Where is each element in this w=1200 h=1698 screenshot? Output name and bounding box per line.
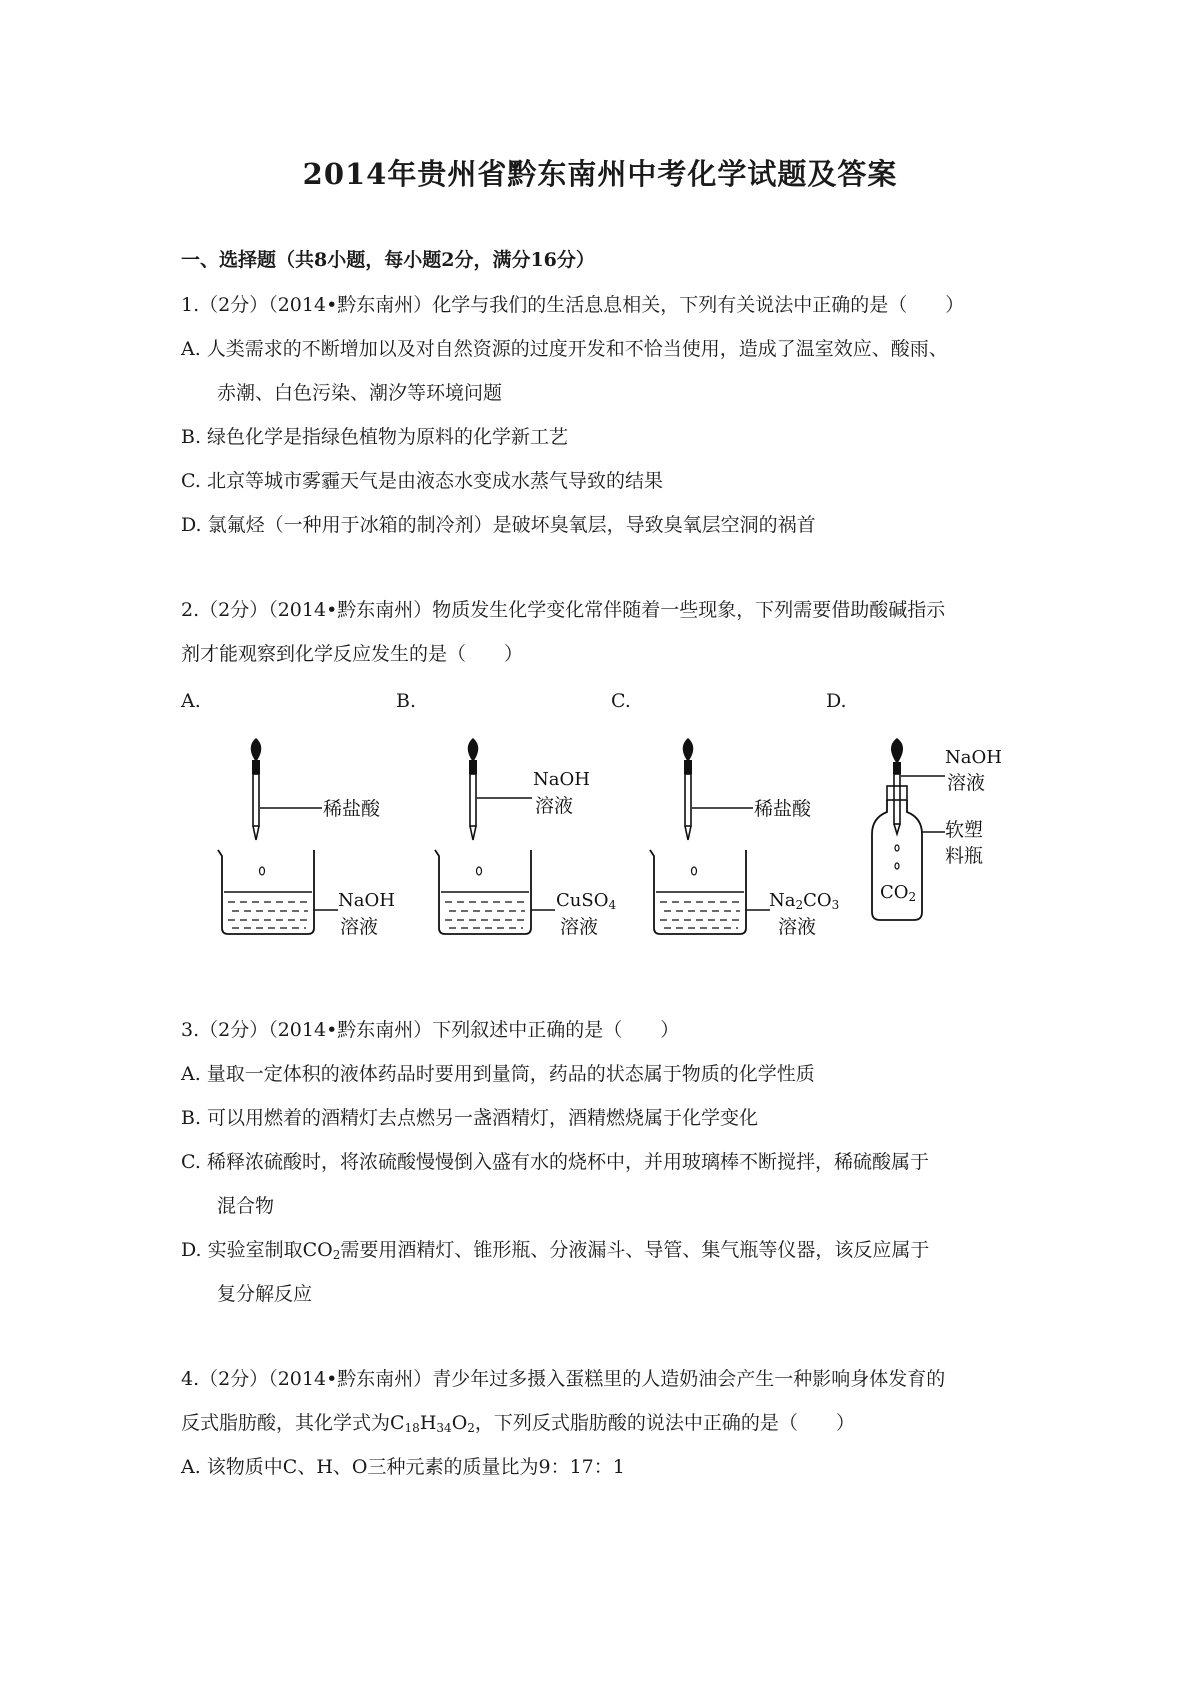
q1-option-d: D. 氯氟烃（一种用于冰箱的制冷剂）是破坏臭氧层，导致臭氧层空洞的祸首 [181,514,816,536]
b-beaker-label-1: CuSO4 [556,890,617,912]
d-bottle-label-1: 软塑 [945,819,984,841]
c-beaker-label-2: 溶液 [778,916,817,938]
q3-stem: 3.（2分）（2014•黔东南州）下列叙述中正确的是（ ） [181,1019,680,1041]
c-dropper-label: 稀盐酸 [754,798,812,820]
q4-stem: 4.（2分）（2014•黔东南州）青少年过多摄入蛋糕里的人造奶油会产生一种影响身体发育的 [181,1368,946,1390]
a-beaker-label-2: 溶液 [340,916,379,938]
q2-option-d-label: D. [826,690,847,712]
q1-stem: 1.（2分）（2014•黔东南州）化学与我们的生活息息相关，下列有关说法中正确的是（ ） [181,294,965,316]
q2-stem-cont: 剂才能观察到化学反应发生的是（ ） [181,643,524,665]
q3-option-a: A. 量取一定体积的液体药品时要用到量筒，药品的状态属于物质的化学性质 [181,1063,815,1085]
q2-apparatus-d [872,738,1002,920]
section-heading: 一、选择题（共8小题，每小题2分，满分16分） [181,249,595,271]
q2-option-a-label: A. [181,690,201,712]
d-dropper-label-2: 溶液 [947,772,986,794]
d-gas-label: CO2 [880,882,917,904]
q2-apparatus-b [435,738,616,938]
q4-stem-cont: 反式脂肪酸，其化学式为$C_{18}H_{34}O_2$，下列反式脂肪酸的说法中正确的是（ ） [181,1412,855,1435]
q2-stem: 2.（2分）（2014•黔东南州）物质发生化学变化常伴随着一些现象，下列需要借助酸碱指示 [181,599,946,621]
q2-option-b-label: B. [396,690,417,712]
q2-apparatus-a [218,738,395,938]
dropper-icon [251,738,262,840]
q2-option-c-label: C. [611,690,631,712]
dropper-icon [683,738,694,840]
c-beaker-label-1: Na2CO3 [769,890,840,912]
q2-apparatus-c [650,738,839,938]
beaker-icon [435,850,531,934]
b-dropper-label-1: NaOH [533,769,590,790]
q3-option-c: C. 稀释浓硫酸时，将浓硫酸慢慢倒入盛有水的烧杯中，并用玻璃棒不断搅拌，稀硫酸属于 [181,1151,929,1173]
q3-option-b: B. 可以用燃着的酒精灯去点燃另一盏酒精灯，酒精燃烧属于化学变化 [181,1107,759,1129]
dropper-icon [468,738,479,840]
q1-option-a: A. 人类需求的不断增加以及对自然资源的过度开发和不恰当使用，造成了温室效应、酸雨、 [181,338,948,360]
q3-option-d: D. 实验室制取$CO_2$需要用酒精灯、锥形瓶、分液漏斗、导管、集气瓶等仪器，该反应属于 [181,1239,930,1262]
a-dropper-label: 稀盐酸 [323,798,381,820]
a-beaker-label-1: NaOH [338,890,395,911]
b-beaker-label-2: 溶液 [560,916,599,938]
beaker-icon [218,850,314,934]
q3-option-d-cont: 复分解反应 [217,1283,313,1305]
q1-option-b: B. 绿色化学是指绿色植物为原料的化学新工艺 [181,426,569,448]
q3-option-c-cont: 混合物 [217,1195,275,1217]
d-bottle-label-2: 料瓶 [945,845,984,867]
b-dropper-label-2: 溶液 [535,795,574,817]
q1-option-a-cont: 赤潮、白色污染、潮汐等环境问题 [217,382,503,404]
page-title: 2014年贵州省黔东南州中考化学试题及答案 [302,157,898,191]
d-dropper-label-1: NaOH [945,747,1002,768]
q4-option-a: A. 该物质中C、H、O三种元素的质量比为9：17：1 [181,1456,625,1478]
q1-option-c: C. 北京等城市雾霾天气是由液态水变成水蒸气导致的结果 [181,470,663,492]
beaker-icon [650,850,746,934]
